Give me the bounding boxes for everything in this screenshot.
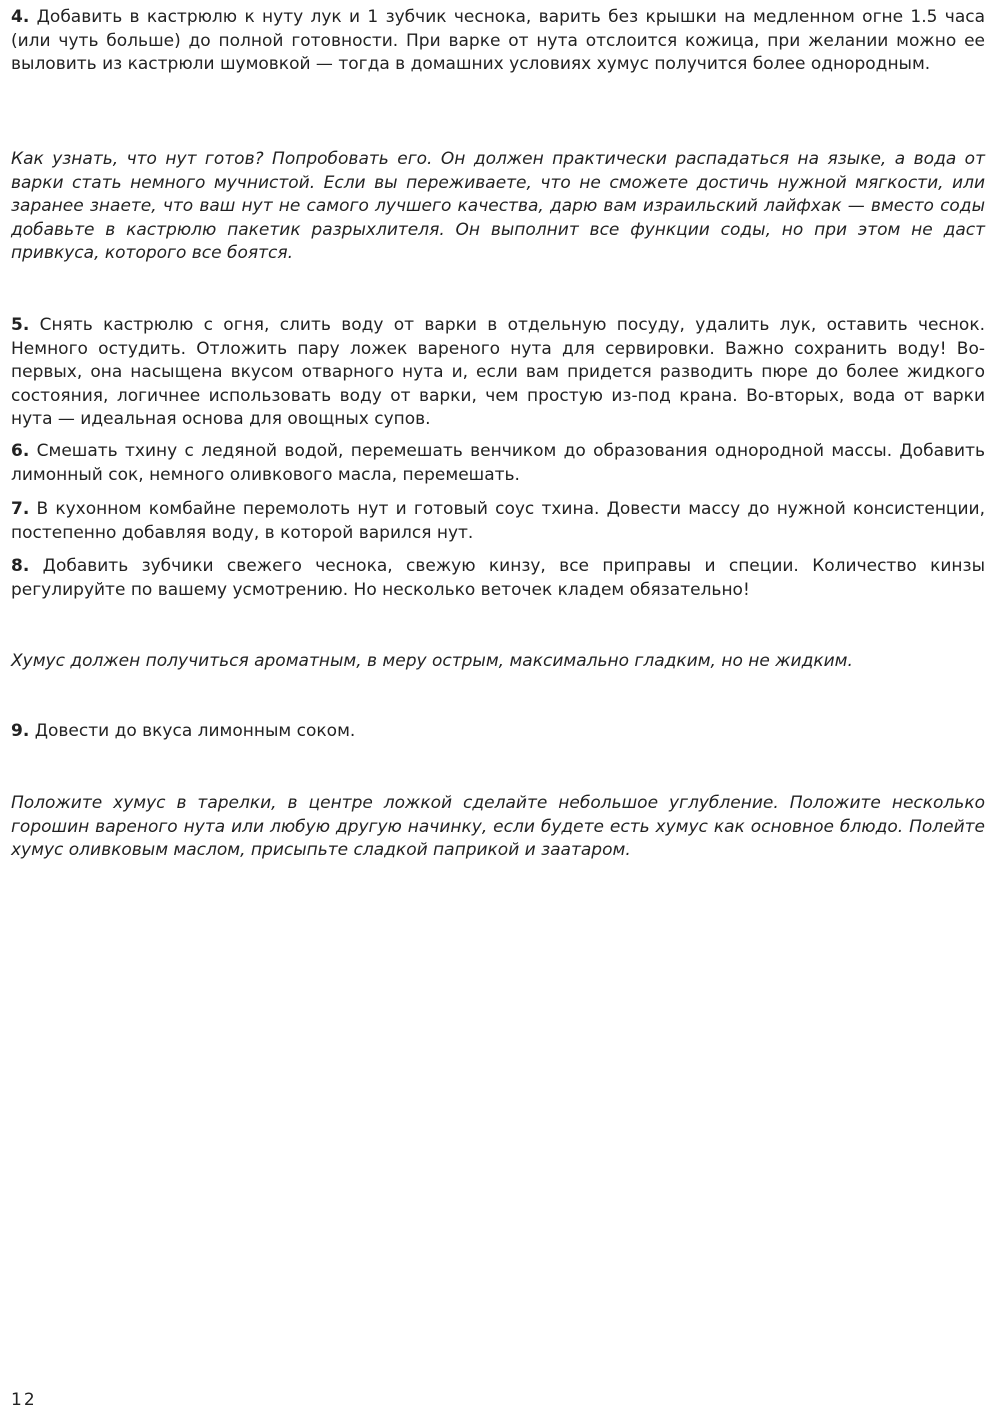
texture-note: Хумус должен получиться ароматным, в меру острым, максимально гладким, но не жидким. xyxy=(11,651,853,671)
step-text: Довести до вкуса лимонным соком. xyxy=(34,721,356,741)
step-7 xyxy=(11,498,985,545)
step-number: 5. xyxy=(11,315,30,335)
step-number: 6. xyxy=(11,441,30,461)
step-4 xyxy=(11,6,985,77)
serving-note: Положите хумус в тарелки, в центре ложкой сделайте небольшое углубление. Положите несколько горошин вареного нута или любую другую начинку, если будете есть хумус как основное блюдо. Полейте хумус оливковым маслом, присыпьте сладкой паприкой и заатаром. xyxy=(11,793,985,860)
step-number: 9. xyxy=(11,721,30,741)
page-number: 12 xyxy=(11,1390,37,1410)
step-text: Снять кастрюлю с огня, слить воду от варки в отдельную посуду, удалить лук, оставить чеснок. Немного остудить. Отложить пару ложек вареного нута для сервировки. Важно сохранить воду! Во-первых, она насыщена вкусом отварного нута и, если вам придется разводить пюре до более жидкого состояния, логичнее использовать воду от варки, чем простую из-под крана. Во-вторых, вода от варки нута — идеальная основа для овощных супов. xyxy=(11,315,985,429)
step-text: В кухонном комбайне перемолоть нут и готовый соус тхина. Довести массу до нужной консистенции, постепенно добавляя воду, в которой варился нут. xyxy=(11,499,985,543)
step-8 xyxy=(11,555,985,602)
step-6 xyxy=(11,440,985,487)
step-number: 7. xyxy=(11,499,30,519)
step-number: 8. xyxy=(11,556,30,576)
step-number: 4. xyxy=(11,7,30,27)
step-9 xyxy=(11,720,985,744)
tip-note: Как узнать, что нут готов? Попробовать его. Он должен практически распадаться на языке, а вода от варки стать немного мучнистой. Если вы переживаете, что не сможете достичь нужной мягкости, или заранее знаете, что ваш нут не самого лучшего качества, дарю вам израильский лайфхак — вместо соды добавьте в кастрюлю пакетик разрыхлителя. Он выполнит все функции соды, но при этом не даст привкуса, которого все боятся. xyxy=(11,149,985,263)
step-text: Добавить в кастрюлю к нуту лук и 1 зубчик чеснока, варить без крышки на медленном огне 1.5 часа (или чуть больше) до полной готовности. При варке от нута отслоится кожица, при желании можно ее выловить из кастрюли шумовкой — тогда в домашних условиях хумус получится более однородным. xyxy=(11,7,986,74)
step-text: Смешать тхину с ледяной водой, перемешать венчиком до образования однородной массы. Добавить лимонный сок, немного оливкового масла, перемешать. xyxy=(11,441,985,485)
step-text: Добавить зубчики свежего чеснока, свежую кинзу, все приправы и специи. Количество кинзы регулируйте по вашему усмотрению. Но несколько веточек кладем обязательно! xyxy=(11,556,985,600)
step-5 xyxy=(11,314,985,432)
